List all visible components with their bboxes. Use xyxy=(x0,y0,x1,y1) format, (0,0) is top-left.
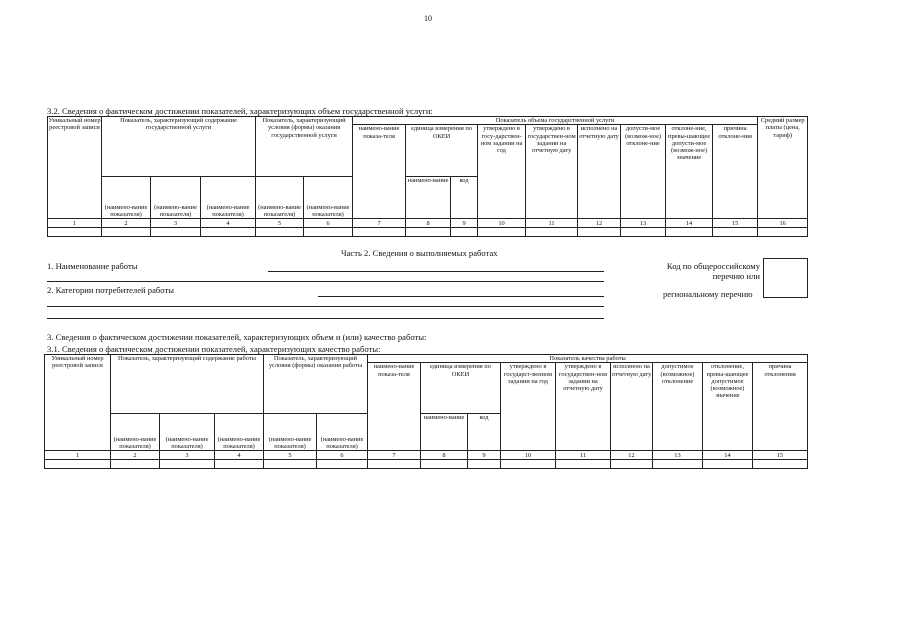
data-cell[interactable] xyxy=(151,228,201,237)
data-cell[interactable] xyxy=(556,460,611,469)
registry-code-label xyxy=(620,261,760,281)
subheader-indicator-name: (наимено-вание показателя) xyxy=(160,414,215,451)
part-2-title: Часть 2. Сведения о выполняемых работах xyxy=(341,248,498,258)
subheader-unit-name: наимено-вание xyxy=(406,177,451,219)
column-number: 4 xyxy=(215,451,264,460)
data-cell[interactable] xyxy=(102,228,151,237)
data-cell[interactable] xyxy=(713,228,758,237)
column-number: 13 xyxy=(653,451,703,460)
data-cell[interactable] xyxy=(758,228,808,237)
data-cell[interactable] xyxy=(501,460,556,469)
header-conditions-indicator: Показатель, характеризующий условия (формы) оказания работы xyxy=(264,355,368,414)
data-cell[interactable] xyxy=(653,460,703,469)
data-cell[interactable] xyxy=(215,460,264,469)
header-done: исполнено на отчетную дату xyxy=(578,125,621,219)
column-number: 10 xyxy=(478,219,526,228)
header-allowed-deviation: допустимое (возможное) отклонение xyxy=(653,363,703,451)
data-cell[interactable] xyxy=(478,228,526,237)
column-number: 2 xyxy=(102,219,151,228)
column-number: 12 xyxy=(611,451,653,460)
subheader-indicator-name: (наимено-вание показателя) xyxy=(102,177,151,219)
header-approved-year: утверждено в государст-венном задании на год xyxy=(501,363,556,451)
work-name-line[interactable] xyxy=(47,281,604,282)
data-cell[interactable] xyxy=(611,460,653,469)
header-deviation-reason: причина отклоне-ния xyxy=(713,125,758,219)
subheader-indicator-name: (наимено-вание показателя) xyxy=(317,414,368,451)
column-number: 8 xyxy=(406,219,451,228)
data-cell[interactable] xyxy=(304,228,353,237)
header-approved-period: утверждено в государствен-ном задании на отчетную дату xyxy=(526,125,578,219)
consumers-label: 2. Категории потребителей работы xyxy=(47,285,174,295)
volume-table xyxy=(47,116,808,237)
subheader-indicator-name: (наимено-вание показателя) xyxy=(256,177,304,219)
work-name-line[interactable] xyxy=(268,271,604,272)
column-number: 5 xyxy=(256,219,304,228)
column-number: 3 xyxy=(151,219,201,228)
data-cell[interactable] xyxy=(201,228,256,237)
data-cell[interactable] xyxy=(317,460,368,469)
column-number: 16 xyxy=(758,219,808,228)
data-cell[interactable] xyxy=(48,228,102,237)
column-number: 12 xyxy=(578,219,621,228)
data-cell[interactable] xyxy=(578,228,621,237)
column-number: 6 xyxy=(304,219,353,228)
section-3-1-title: 3.1. Сведения о фактическом достижении показателей, характеризующих качество работы: xyxy=(47,344,381,354)
data-cell[interactable] xyxy=(111,460,160,469)
quality-table xyxy=(44,354,808,469)
header-unique-number: Уникальный номер реестровой записи xyxy=(45,355,111,451)
data-cell[interactable] xyxy=(703,460,753,469)
data-cell[interactable] xyxy=(421,460,468,469)
header-done: исполнено на отчетную дату xyxy=(611,363,653,451)
column-number: 1 xyxy=(48,219,102,228)
header-content-indicator: Показатель, характеризующий содержание работы xyxy=(111,355,264,414)
subheader-unit-code: код xyxy=(468,414,501,451)
column-number: 11 xyxy=(556,451,611,460)
subheader-indicator-name: (наимено-вание показателя) xyxy=(264,414,317,451)
column-number: 5 xyxy=(264,451,317,460)
column-number: 10 xyxy=(501,451,556,460)
data-cell[interactable] xyxy=(621,228,666,237)
column-number: 15 xyxy=(753,451,808,460)
data-cell[interactable] xyxy=(264,460,317,469)
column-number: 8 xyxy=(421,451,468,460)
column-number: 14 xyxy=(703,451,753,460)
subheader-unit-code: код xyxy=(451,177,478,219)
registry-code-label-line-3: региональному перечню xyxy=(663,289,753,299)
section-3-2-title: 3.2. Сведения о фактическом достижении показателей, характеризующих объем государственной услуги: xyxy=(47,106,433,116)
data-cell[interactable] xyxy=(468,460,501,469)
data-cell[interactable] xyxy=(368,460,421,469)
subheader-indicator-name: (наимено-вание показателя) xyxy=(304,177,353,219)
header-allowed-deviation: допусти-мое (возмож-ное) отклоне-ние xyxy=(621,125,666,219)
data-cell[interactable] xyxy=(753,460,808,469)
header-content-indicator: Показатель, характеризующий содержание государственной услуги xyxy=(102,117,256,177)
header-exceeding-deviation: отклонение, превы-шающее допустимое (возможное) значение xyxy=(703,363,753,451)
header-indicator-name: наимено-вание показа-теля xyxy=(368,363,421,451)
column-number: 13 xyxy=(621,219,666,228)
header-volume-indicator: Показатель объема государственной услуги xyxy=(353,117,758,125)
column-number: 3 xyxy=(160,451,215,460)
header-unique-number: Уникальный номер реестровой записи xyxy=(48,117,102,219)
header-unit-okei: единица измерения по ОКЕИ xyxy=(406,125,478,177)
header-approved-year: утверждено в госу-дарствен-ном задании на год xyxy=(478,125,526,219)
column-number: 14 xyxy=(666,219,713,228)
registry-code-box[interactable] xyxy=(763,258,808,298)
header-average-price: Средний размер платы (цена, тариф) xyxy=(758,117,808,219)
section-3-title: 3. Сведения о фактическом достижении показателей, характеризующих объем и (или) качество работы: xyxy=(47,332,427,342)
header-quality-indicator: Показатель качества работы xyxy=(368,355,808,363)
subheader-indicator-name: (наимено-вание показателя) xyxy=(201,177,256,219)
header-conditions-indicator: Показатель, характеризующий условия (формы) оказания государственной услуги xyxy=(256,117,353,177)
column-number: 9 xyxy=(468,451,501,460)
consumers-line[interactable] xyxy=(318,296,604,297)
column-number: 11 xyxy=(526,219,578,228)
column-number: 1 xyxy=(45,451,111,460)
work-name-label: 1. Наименование работы xyxy=(47,261,138,271)
column-number: 6 xyxy=(317,451,368,460)
consumers-line[interactable] xyxy=(47,318,604,319)
page-number: 10 xyxy=(424,14,432,23)
data-cell[interactable] xyxy=(160,460,215,469)
registry-code-label-line-2: перечню или xyxy=(712,271,760,281)
data-cell[interactable] xyxy=(45,460,111,469)
data-cell[interactable] xyxy=(666,228,713,237)
subheader-indicator-name: (наимено-вание показателя) xyxy=(151,177,201,219)
data-cell[interactable] xyxy=(256,228,304,237)
header-indicator-name: наимено-вание показа-теля xyxy=(353,125,406,219)
consumers-line[interactable] xyxy=(47,306,604,307)
subheader-indicator-name: (наимено-вание показателя) xyxy=(215,414,264,451)
column-number: 7 xyxy=(368,451,421,460)
data-cell[interactable] xyxy=(451,228,478,237)
header-deviation-reason: причина отклонения xyxy=(753,363,808,451)
subheader-indicator-name: (наимено-вание показателя) xyxy=(111,414,160,451)
data-cell[interactable] xyxy=(353,228,406,237)
data-cell[interactable] xyxy=(406,228,451,237)
column-number: 15 xyxy=(713,219,758,228)
column-number: 9 xyxy=(451,219,478,228)
column-number: 2 xyxy=(111,451,160,460)
column-number: 7 xyxy=(353,219,406,228)
column-number: 4 xyxy=(201,219,256,228)
header-unit-okei: единица измерения по ОКЕИ xyxy=(421,363,501,414)
data-cell[interactable] xyxy=(526,228,578,237)
header-exceeding-deviation: отклоне-ние, превы-шающее допусти-мое (возмож-ное) значение xyxy=(666,125,713,219)
registry-code-label-line-1: Код по общероссийскому xyxy=(666,261,760,271)
subheader-unit-name: наимено-вание xyxy=(421,414,468,451)
header-approved-period: утверждено в государствен-ном задании на отчетную дату xyxy=(556,363,611,451)
